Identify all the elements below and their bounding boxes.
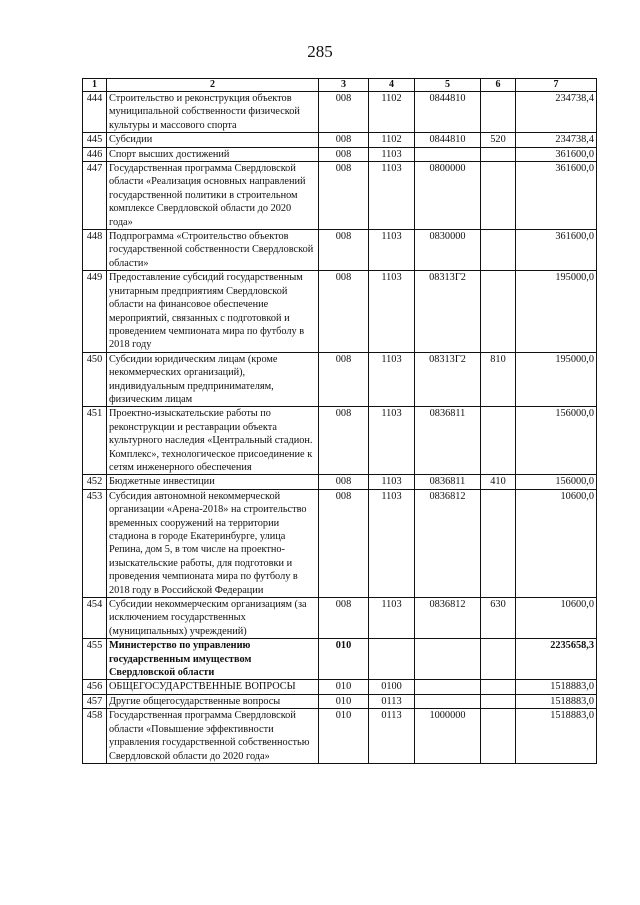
table-row [83, 230, 597, 271]
row-code-5: 08313Г2 [415, 352, 481, 407]
row-amount: 1518883,0 [516, 680, 597, 694]
row-code-6: 630 [481, 598, 516, 639]
table-row [83, 352, 597, 407]
row-amount: 195000,0 [516, 271, 597, 352]
row-code-5: 0844810 [415, 133, 481, 147]
row-number: 452 [83, 475, 107, 489]
row-amount: 2235658,3 [516, 639, 597, 680]
row-number: 446 [83, 147, 107, 161]
table-row [83, 475, 597, 489]
row-number: 451 [83, 407, 107, 475]
row-amount: 234738,4 [516, 92, 597, 133]
row-code-4: 1103 [369, 230, 415, 271]
row-code-3: 010 [319, 694, 369, 708]
row-name: Субсидии юридическим лицам (кроме некоммерческих организаций), индивидуальным предпринимателям, физическим лицам [107, 352, 319, 407]
row-code-4: 1102 [369, 92, 415, 133]
row-amount: 156000,0 [516, 475, 597, 489]
row-code-4: 1103 [369, 598, 415, 639]
row-name: Государственная программа Свердловской области «Реализация основных направлений государственной политики в строительном комплексе Свердловской области до 2020 года» [107, 162, 319, 230]
row-name: Государственная программа Свердловской области «Повышение эффективности управления государственной собственностью Свердловской области до 2020 года» [107, 709, 319, 764]
row-code-6 [481, 694, 516, 708]
row-code-5 [415, 639, 481, 680]
row-code-3: 008 [319, 489, 369, 597]
row-code-5: 0836812 [415, 489, 481, 597]
table-row [83, 489, 597, 597]
table-row [83, 598, 597, 639]
row-number: 445 [83, 133, 107, 147]
row-name: Бюджетные инвестиции [107, 475, 319, 489]
row-number: 456 [83, 680, 107, 694]
row-code-3: 008 [319, 162, 369, 230]
row-code-4: 1103 [369, 162, 415, 230]
row-name: Предоставление субсидий государственным унитарным предприятиям Свердловской области на финансовое обеспечение мероприятий, связанных с подготовкой и проведением чемпионата мира по футболу в 2018 году [107, 271, 319, 352]
row-code-3: 008 [319, 230, 369, 271]
row-code-4: 1103 [369, 271, 415, 352]
row-amount: 361600,0 [516, 230, 597, 271]
table-row [83, 709, 597, 764]
row-number: 455 [83, 639, 107, 680]
row-name: ОБЩЕГОСУДАРСТВЕННЫЕ ВОПРОСЫ [107, 680, 319, 694]
row-code-5 [415, 694, 481, 708]
row-name: Субсидии некоммерческим организациям (за исключением государственных (муниципальных) учреждений) [107, 598, 319, 639]
column-header: 6 [481, 79, 516, 92]
row-code-3: 010 [319, 709, 369, 764]
header-row [83, 79, 597, 92]
row-code-4: 1103 [369, 489, 415, 597]
row-number: 458 [83, 709, 107, 764]
row-code-4: 1103 [369, 407, 415, 475]
table-row [83, 407, 597, 475]
row-amount: 1518883,0 [516, 694, 597, 708]
column-header: 7 [516, 79, 597, 92]
row-number: 449 [83, 271, 107, 352]
row-code-5: 0844810 [415, 92, 481, 133]
table-row [83, 147, 597, 161]
row-name: Министерство по управлению государственным имуществом Свердловской области [107, 639, 319, 680]
row-code-6: 520 [481, 133, 516, 147]
column-header: 4 [369, 79, 415, 92]
row-number: 454 [83, 598, 107, 639]
row-code-4: 0113 [369, 694, 415, 708]
row-code-6 [481, 407, 516, 475]
row-name: Проектно-изыскательские работы по реконструкции и реставрации объекта культурного наследия «Центральный стадион. Комплекс», технологическое присоединение к сетям инженерного обеспечения [107, 407, 319, 475]
row-code-3: 008 [319, 133, 369, 147]
table-row [83, 694, 597, 708]
row-code-5 [415, 680, 481, 694]
column-header: 1 [83, 79, 107, 92]
row-code-6 [481, 147, 516, 161]
row-code-6: 410 [481, 475, 516, 489]
row-code-6 [481, 489, 516, 597]
row-code-6 [481, 230, 516, 271]
row-code-4: 1103 [369, 147, 415, 161]
row-code-4: 0100 [369, 680, 415, 694]
table-row [83, 639, 597, 680]
column-header: 3 [319, 79, 369, 92]
row-number: 453 [83, 489, 107, 597]
row-code-6 [481, 271, 516, 352]
row-number: 448 [83, 230, 107, 271]
row-code-6 [481, 162, 516, 230]
row-code-3: 008 [319, 407, 369, 475]
row-code-5: 0830000 [415, 230, 481, 271]
row-code-3: 008 [319, 271, 369, 352]
row-name: Подпрограмма «Строительство объектов государственной собственности Свердловской области» [107, 230, 319, 271]
row-code-3: 008 [319, 92, 369, 133]
row-name: Строительство и реконструкция объектов муниципальной собственности физической культуры и массового спорта [107, 92, 319, 133]
row-code-6 [481, 639, 516, 680]
row-code-6 [481, 680, 516, 694]
row-code-4 [369, 639, 415, 680]
table-row [83, 680, 597, 694]
table-row [83, 271, 597, 352]
row-number: 444 [83, 92, 107, 133]
row-code-5: 0836812 [415, 598, 481, 639]
row-code-5: 1000000 [415, 709, 481, 764]
row-name: Спорт высших достижений [107, 147, 319, 161]
row-name: Субсидия автономной некоммерческой организации «Арена-2018» на строительство временных сооружений на территории стадиона в городе Екатеринбурге, улица Репина, дом 5, в том числе на проектно-изыскательские работы, для подготовки и проведения чемпионата мира по футболу в 2018 году в Российской Федерации [107, 489, 319, 597]
row-code-4: 1103 [369, 475, 415, 489]
budget-table [82, 78, 597, 764]
row-code-3: 008 [319, 147, 369, 161]
table-row [83, 92, 597, 133]
row-number: 447 [83, 162, 107, 230]
row-name: Другие общегосударственные вопросы [107, 694, 319, 708]
row-amount: 1518883,0 [516, 709, 597, 764]
row-code-4: 1102 [369, 133, 415, 147]
row-code-3: 008 [319, 352, 369, 407]
row-code-5: 0836811 [415, 407, 481, 475]
row-number: 457 [83, 694, 107, 708]
row-number: 450 [83, 352, 107, 407]
row-amount: 156000,0 [516, 407, 597, 475]
table-row [83, 133, 597, 147]
row-name: Субсидии [107, 133, 319, 147]
row-code-5: 08313Г2 [415, 271, 481, 352]
row-code-5: 0836811 [415, 475, 481, 489]
page-number: 285 [307, 42, 333, 61]
row-code-5: 0800000 [415, 162, 481, 230]
row-code-3: 010 [319, 639, 369, 680]
row-amount: 10600,0 [516, 598, 597, 639]
row-code-3: 008 [319, 475, 369, 489]
row-code-6 [481, 92, 516, 133]
row-amount: 234738,4 [516, 133, 597, 147]
row-amount: 10600,0 [516, 489, 597, 597]
row-code-4: 0113 [369, 709, 415, 764]
table-row [83, 162, 597, 230]
row-code-4: 1103 [369, 352, 415, 407]
column-header: 2 [107, 79, 319, 92]
row-code-3: 008 [319, 598, 369, 639]
row-code-6: 810 [481, 352, 516, 407]
row-amount: 361600,0 [516, 147, 597, 161]
row-code-5 [415, 147, 481, 161]
row-amount: 361600,0 [516, 162, 597, 230]
column-header: 5 [415, 79, 481, 92]
row-code-3: 010 [319, 680, 369, 694]
row-code-6 [481, 709, 516, 764]
row-amount: 195000,0 [516, 352, 597, 407]
